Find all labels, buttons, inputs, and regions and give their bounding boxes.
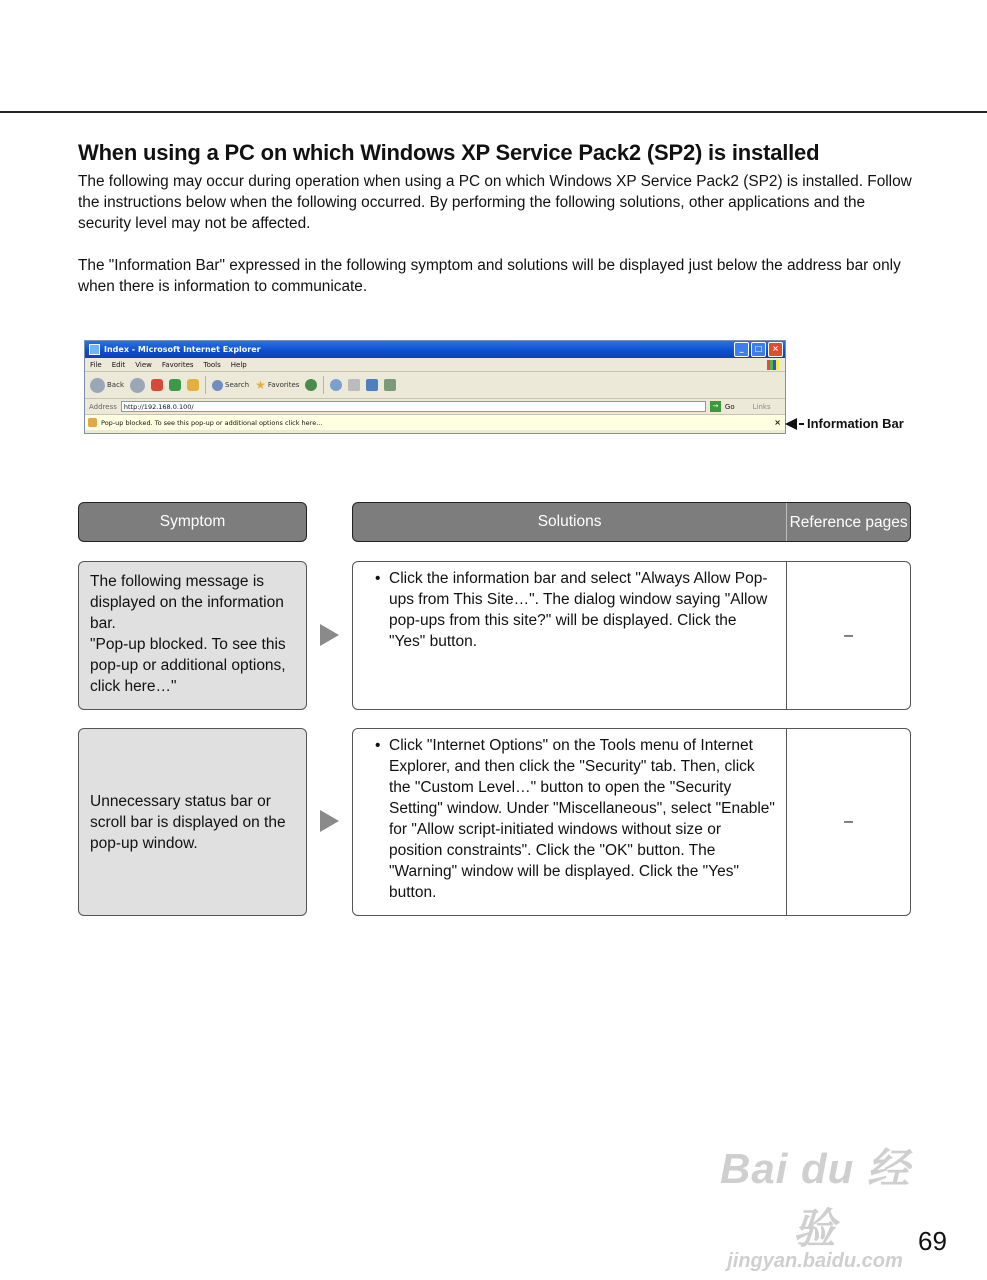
toolbar-separator — [323, 376, 324, 394]
section-heading: When using a PC on which Windows XP Service Pack2 (SP2) is installed — [78, 140, 820, 165]
toolbar-separator — [205, 376, 206, 394]
back-button[interactable] — [90, 378, 124, 393]
reference-header-label: Reference pages — [786, 503, 910, 541]
address-value: http://192.168.0.100/ — [123, 402, 194, 411]
browser-title-bar — [85, 341, 785, 358]
back-arrow-icon — [90, 378, 105, 393]
reference-text-1: – — [844, 626, 854, 644]
solution-text-2: Click "Internet Options" on the Tools menu of Internet Explorer, and then click the "Security" tab. Then, click the "Custom Level…" button to open the "Security Setting" window. Under "Miscellaneous", select "Enable" for "Allow script-initiated windows without size or position constraints". Click the "OK" button. The "Warning" window will be displayed. Click the "Yes" button. — [389, 737, 775, 901]
symptom-cell-1 — [78, 561, 307, 710]
address-label: Address — [89, 402, 117, 411]
reference-text-2: – — [844, 813, 854, 830]
close-icon[interactable]: × — [768, 342, 783, 357]
page-number: 69 — [918, 1226, 947, 1256]
top-rule — [0, 111, 987, 113]
solution-text-1: Click the information bar and select "Always Allow Pop-ups from This Site…". The dialog window saying "Allow pop-ups from this site?" will be displayed. Click the "Yes" button. — [389, 570, 768, 650]
triangle-right-icon — [320, 810, 339, 832]
stop-icon[interactable] — [151, 379, 163, 391]
information-bar-callout — [785, 416, 904, 431]
print-icon[interactable] — [348, 379, 360, 391]
search-icon — [212, 380, 223, 391]
mail-icon[interactable] — [330, 379, 342, 391]
favorites-label: Favorites — [267, 381, 300, 389]
solution-cell-1 — [352, 561, 911, 710]
watermark-line-2: jingyan.baidu.com — [727, 1250, 903, 1272]
browser-toolbar — [85, 372, 785, 399]
reference-cell-2 — [786, 729, 910, 915]
media-icon[interactable] — [305, 379, 317, 391]
go-label[interactable]: Go — [724, 402, 735, 411]
shield-icon — [88, 418, 97, 427]
menu-view[interactable]: View — [135, 360, 152, 369]
refresh-icon[interactable] — [169, 379, 181, 391]
search-button[interactable] — [212, 380, 249, 391]
bullet-1: • — [375, 570, 381, 587]
solutions-header-label: Solutions — [537, 513, 602, 530]
information-bar-close[interactable]: × — [774, 418, 781, 427]
home-icon[interactable] — [187, 379, 199, 391]
minimize-icon[interactable]: _ — [734, 342, 749, 357]
symptom-text-2: Unnecessary status bar or scroll bar is displayed on the pop-up window. — [90, 792, 286, 852]
windows-logo-icon — [767, 360, 779, 370]
bullet-2: • — [375, 737, 381, 754]
star-icon: ★ — [255, 378, 266, 392]
reference-cell-1 — [786, 562, 910, 709]
information-bar-text: Pop-up blocked. To see this pop-up or additional options click here... — [101, 418, 323, 427]
menu-favorites[interactable]: Favorites — [161, 360, 194, 369]
triangle-right-icon — [320, 624, 339, 646]
forward-icon[interactable] — [130, 378, 145, 393]
edit-icon[interactable] — [366, 379, 378, 391]
browser-title: Index - Microsoft Internet Explorer — [104, 345, 261, 354]
search-label: Search — [225, 381, 250, 389]
messenger-icon[interactable] — [384, 379, 396, 391]
browser-screenshot — [84, 340, 786, 434]
menu-file[interactable]: File — [90, 360, 102, 369]
arrow-left-icon — [785, 418, 797, 430]
information-bar[interactable] — [85, 415, 785, 430]
intro-paragraph-1: The following may occur during operation when using a PC on which Windows XP Service Pack2 (SP2) is installed. Follow the instructions below when the following occurred. By performing the following solutions, other applications and the security level may not be affected. — [78, 173, 912, 232]
symptom-cell-2 — [78, 728, 307, 916]
solution-cell-2 — [352, 728, 911, 916]
symptom-text-1: The following message is displayed on the information bar. "Pop-up blocked. To see this pop-up or additional options, click here…" — [90, 573, 286, 695]
intro-paragraph-2: The "Information Bar" expressed in the following symptom and solutions will be displayed just below the address bar only when there is information to communicate. — [78, 257, 901, 295]
menu-edit[interactable]: Edit — [111, 360, 126, 369]
symptom-header-label: Symptom — [159, 513, 226, 530]
address-input[interactable] — [121, 401, 706, 412]
symptom-header — [78, 502, 307, 542]
back-label: Back — [107, 381, 124, 389]
maximize-icon[interactable]: □ — [751, 342, 766, 357]
favorites-button[interactable] — [255, 378, 299, 392]
callout-label: Information Bar — [807, 416, 904, 431]
browser-menu-bar — [85, 358, 785, 372]
go-arrow-icon[interactable]: → — [710, 401, 721, 412]
watermark-line-1: Bai du 经验 — [719, 1145, 910, 1252]
arrow-stem — [799, 423, 804, 425]
ie-app-icon — [89, 344, 100, 355]
address-bar — [85, 399, 785, 415]
baidu-watermark — [700, 1136, 930, 1273]
solutions-header — [352, 502, 911, 542]
links-label[interactable]: Links — [752, 402, 771, 411]
menu-tools[interactable]: Tools — [203, 360, 221, 369]
menu-help[interactable]: Help — [230, 360, 247, 369]
